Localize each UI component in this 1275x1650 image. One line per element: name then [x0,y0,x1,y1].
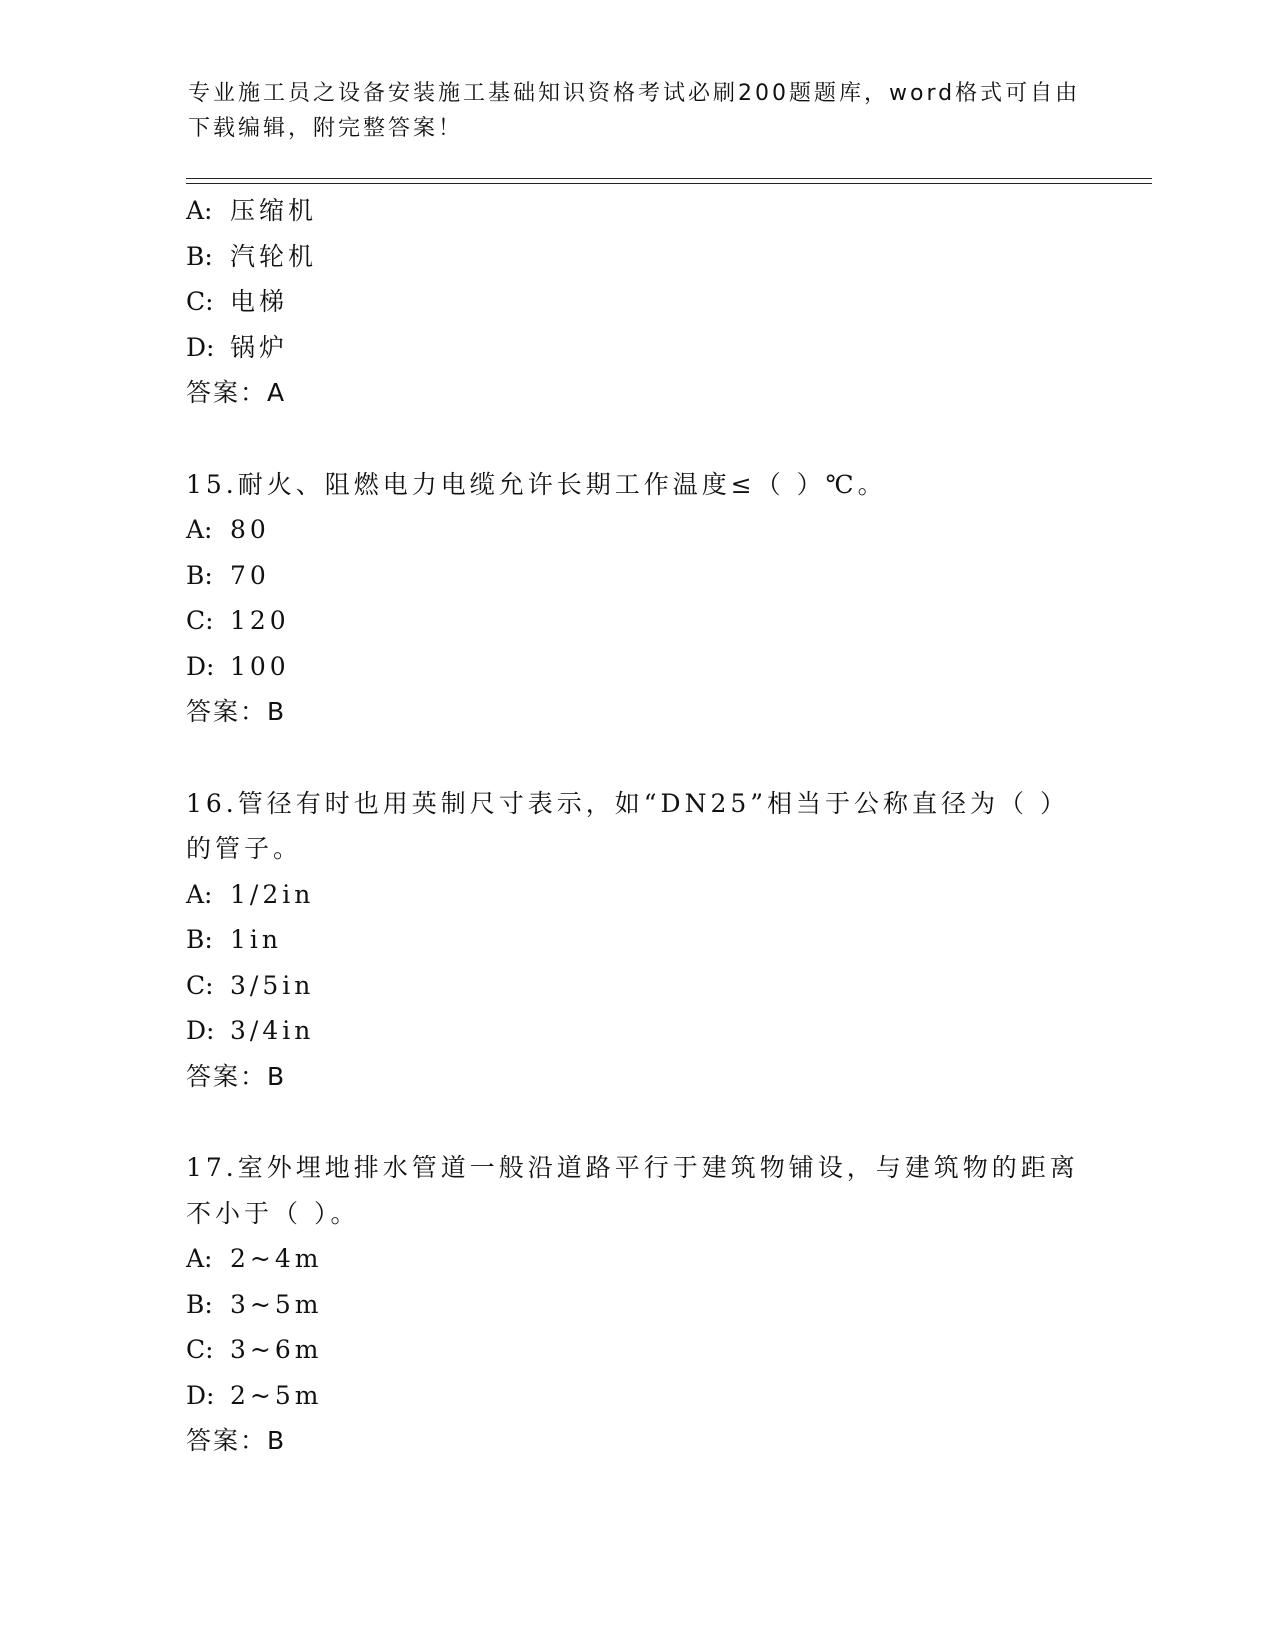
option-label: C: [186,287,214,316]
option-text: 100 [230,651,290,681]
question-spacer [186,735,1086,781]
option-text: 3~5m [230,1289,323,1319]
option-text: 压缩机 [230,196,318,225]
option-label: B: [186,241,213,271]
option-c [186,963,1086,1009]
option-label: C: [186,970,214,1000]
question-stem: 17.室外埋地排水管道一般沿道路平行于建筑物铺设，与建筑物的距离 [186,1153,1079,1182]
option-b [186,553,1086,599]
option-b [186,917,1086,963]
option-d [186,325,1086,371]
option-a [186,507,1086,553]
option-text: 120 [230,606,290,635]
option-text: 2~5m [230,1380,323,1410]
option-text: 3~6m [230,1335,323,1364]
option-label: D: [186,332,215,362]
question-stem: 15.耐火、阻燃电力电缆允许长期工作温度≤（ ）℃。 [186,469,887,499]
option-text: 1/2in [230,879,315,909]
option-text: 电梯 [230,287,289,316]
question-14-continued [186,188,1086,416]
option-a [186,1236,1086,1282]
option-b [186,234,1086,280]
question-spacer [186,416,1086,462]
option-label: A: [186,879,213,909]
option-label: B: [186,925,213,954]
question-15 [186,462,1086,735]
question-16 [186,781,1086,1100]
question-spacer [186,1099,1086,1145]
option-text: 1in [230,925,283,954]
header-line-1: 专业施工员之设备安装施工基础知识资格考试必刷200题题库，word格式可自由 [188,81,1081,106]
option-d [186,1008,1086,1054]
answer-line: 答案：B [186,697,287,726]
option-label: B: [186,1289,213,1319]
question-stem-continued: 不小于（ ）。 [186,1198,360,1228]
option-label: A: [186,196,213,225]
question-list [186,188,1086,1464]
option-label: A: [186,1244,213,1273]
option-text: 80 [230,515,270,544]
header-divider-bottom [186,183,1152,184]
option-label: C: [186,1335,214,1364]
option-label: D: [186,1380,215,1410]
question-stem: 16.管径有时也用英制尺寸表示，如“DN25”相当于公称直径为（ ） [186,788,1069,818]
option-text: 3/4in [230,1016,315,1045]
option-c [186,598,1086,644]
option-label: D: [186,1016,215,1045]
option-text: 锅炉 [230,332,289,362]
option-label: A: [186,515,213,544]
answer-line: 答案：A [186,378,287,407]
question-17 [186,1145,1086,1464]
answer-line: 答案：B [186,1426,287,1455]
option-text: 70 [230,560,270,590]
option-d [186,644,1086,690]
question-stem-continued: 的管子。 [186,834,303,863]
option-d [186,1373,1086,1419]
option-label: B: [186,560,213,590]
document-header [188,76,1088,146]
option-a [186,188,1086,234]
option-c [186,279,1086,325]
answer-line: 答案：B [186,1061,287,1091]
option-b [186,1282,1086,1328]
header-divider-top [186,178,1152,179]
header-line-2: 下载编辑，附完整答案！ [188,116,464,141]
option-label: C: [186,606,214,635]
option-label: D: [186,651,215,681]
option-text: 2~4m [230,1244,323,1273]
option-text: 汽轮机 [230,241,318,271]
option-text: 3/5in [230,970,315,1000]
option-a [186,872,1086,918]
option-c [186,1327,1086,1373]
